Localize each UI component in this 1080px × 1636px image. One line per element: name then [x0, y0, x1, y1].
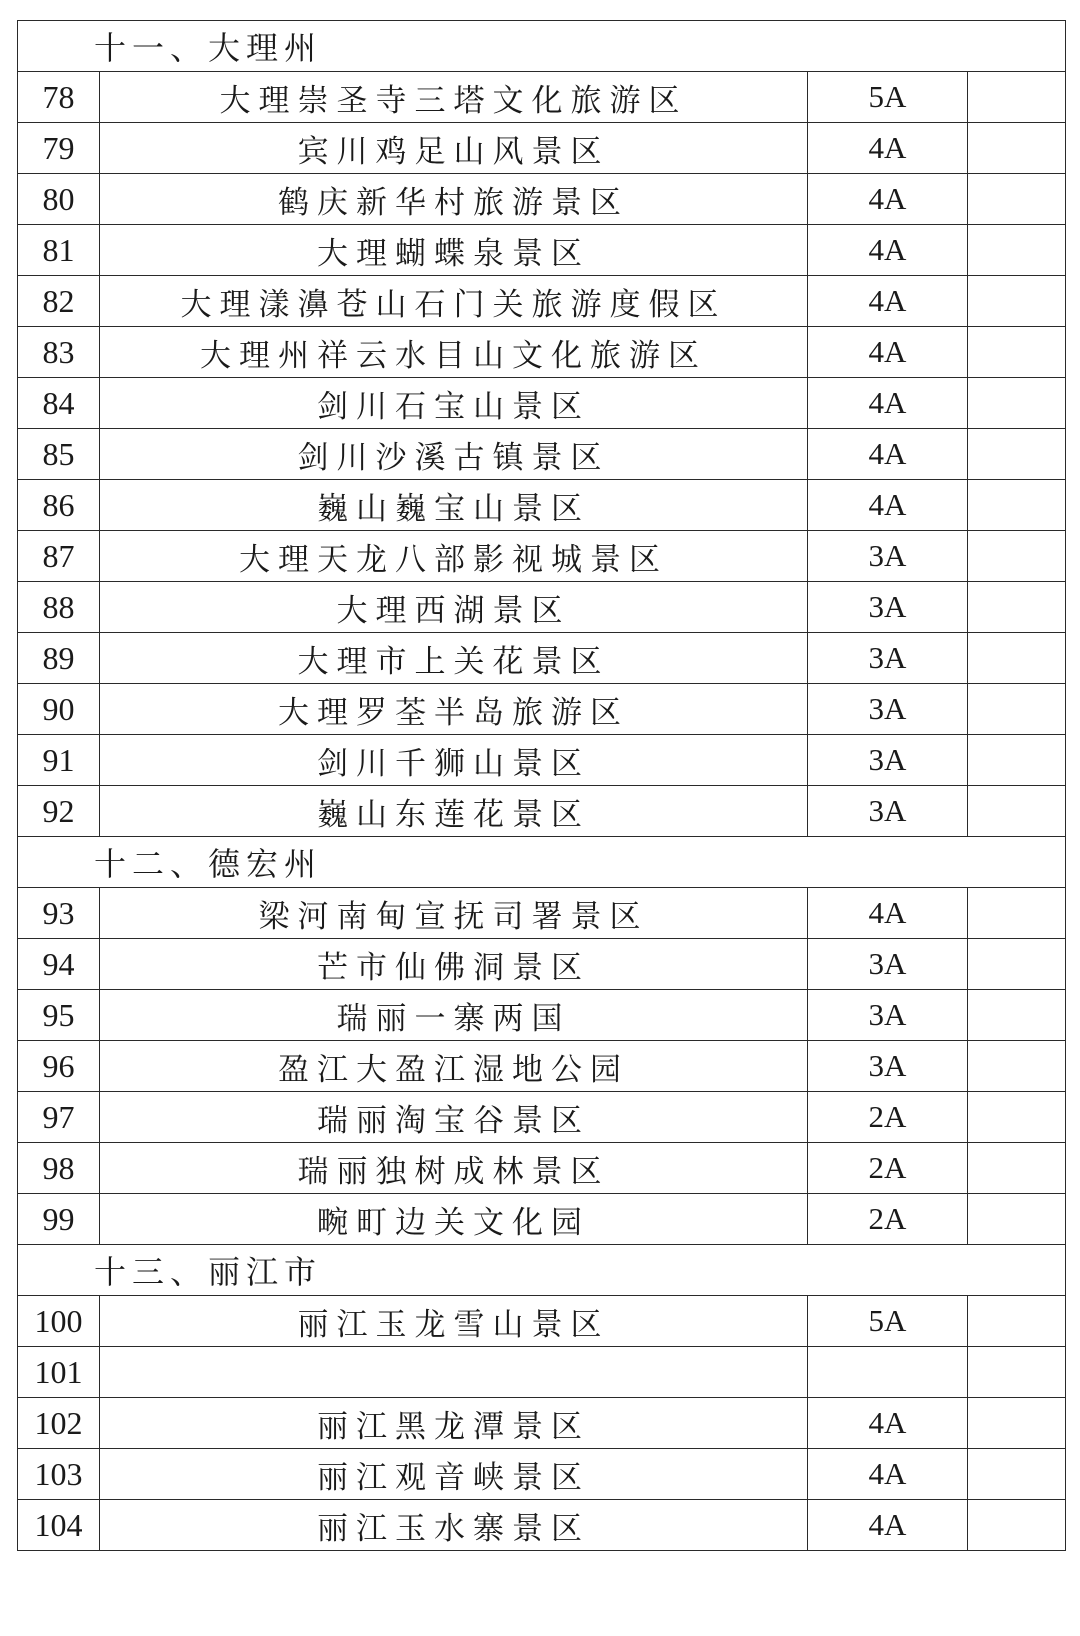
- scenic-name-cell: 大理西湖景区: [100, 582, 808, 633]
- section-title: 十三、丽江市: [18, 1245, 1066, 1296]
- grade-cell: 2A: [808, 1194, 968, 1245]
- row-number-cell: 88: [18, 582, 100, 633]
- grade-cell: 3A: [808, 633, 968, 684]
- grade-cell: 4A: [808, 276, 968, 327]
- scenic-name-cell: 大理漾濞苍山石门关旅游度假区: [100, 276, 808, 327]
- remarks-cell: [968, 429, 1066, 480]
- remarks-cell: [968, 1347, 1066, 1398]
- section-title: 十一、大理州: [18, 21, 1066, 72]
- scenic-name-cell: 剑川沙溪古镇景区: [100, 429, 808, 480]
- remarks-cell: [968, 276, 1066, 327]
- scenic-name-cell: 大理天龙八部影视城景区: [100, 531, 808, 582]
- remarks-cell: [968, 1500, 1066, 1551]
- remarks-cell: [968, 939, 1066, 990]
- remarks-cell: [968, 1296, 1066, 1347]
- scenic-name-cell: 剑川石宝山景区: [100, 378, 808, 429]
- row-number-cell: 101: [18, 1347, 100, 1398]
- scenic-name-cell: 大理罗荃半岛旅游区: [100, 684, 808, 735]
- grade-cell: 4A: [808, 123, 968, 174]
- table-row: [18, 939, 1066, 990]
- table-row: [18, 480, 1066, 531]
- table-row: [18, 225, 1066, 276]
- row-number-cell: 96: [18, 1041, 100, 1092]
- scenic-name-cell: 大理州祥云水目山文化旅游区: [100, 327, 808, 378]
- row-number-cell: 97: [18, 1092, 100, 1143]
- table-row: [18, 990, 1066, 1041]
- scenic-name-cell: 丽江玉水寨景区: [100, 1500, 808, 1551]
- scenic-name-cell: 鹤庆新华村旅游景区: [100, 174, 808, 225]
- row-number-cell: 102: [18, 1398, 100, 1449]
- row-number-cell: 86: [18, 480, 100, 531]
- grade-cell: 4A: [808, 888, 968, 939]
- grade-cell: 4A: [808, 174, 968, 225]
- row-number-cell: 79: [18, 123, 100, 174]
- section-header-row: [18, 21, 1066, 72]
- remarks-cell: [968, 1092, 1066, 1143]
- row-number-cell: 83: [18, 327, 100, 378]
- table-body: [18, 21, 1066, 1551]
- grade-cell: 2A: [808, 1092, 968, 1143]
- remarks-cell: [968, 480, 1066, 531]
- scenic-name-cell: 大理蝴蝶泉景区: [100, 225, 808, 276]
- scenic-name-cell: 大理崇圣寺三塔文化旅游区: [100, 72, 808, 123]
- grade-cell: 4A: [808, 480, 968, 531]
- table-row: [18, 786, 1066, 837]
- grade-cell: 5A: [808, 72, 968, 123]
- grade-cell: 4A: [808, 378, 968, 429]
- table-row: [18, 684, 1066, 735]
- row-number-cell: 104: [18, 1500, 100, 1551]
- remarks-cell: [968, 888, 1066, 939]
- scenic-name-cell: 瑞丽独树成林景区: [100, 1143, 808, 1194]
- scenic-name-cell: 大理市上关花景区: [100, 633, 808, 684]
- remarks-cell: [968, 531, 1066, 582]
- row-number-cell: 93: [18, 888, 100, 939]
- remarks-cell: [968, 174, 1066, 225]
- scenic-name-cell: 梁河南甸宣抚司署景区: [100, 888, 808, 939]
- remarks-cell: [968, 582, 1066, 633]
- remarks-cell: [968, 378, 1066, 429]
- remarks-cell: [968, 735, 1066, 786]
- table-row: [18, 1296, 1066, 1347]
- row-number-cell: 92: [18, 786, 100, 837]
- remarks-cell: [968, 1143, 1066, 1194]
- row-number-cell: 103: [18, 1449, 100, 1500]
- remarks-cell: [968, 1041, 1066, 1092]
- table-row: [18, 633, 1066, 684]
- section-title: 十二、德宏州: [18, 837, 1066, 888]
- remarks-cell: [968, 786, 1066, 837]
- row-number-cell: 78: [18, 72, 100, 123]
- remarks-cell: [968, 327, 1066, 378]
- table-row: [18, 582, 1066, 633]
- table-row: [18, 1143, 1066, 1194]
- row-number-cell: 90: [18, 684, 100, 735]
- row-number-cell: 99: [18, 1194, 100, 1245]
- scenic-name-cell: 剑川千狮山景区: [100, 735, 808, 786]
- scenic-name-cell: 盈江大盈江湿地公园: [100, 1041, 808, 1092]
- scenic-area-table: [17, 20, 1066, 1551]
- remarks-cell: [968, 225, 1066, 276]
- table-row: [18, 1194, 1066, 1245]
- scenic-name-cell: 巍山巍宝山景区: [100, 480, 808, 531]
- grade-cell: 3A: [808, 990, 968, 1041]
- grade-cell: [808, 1347, 968, 1398]
- grade-cell: 3A: [808, 735, 968, 786]
- scenic-name-cell: 瑞丽淘宝谷景区: [100, 1092, 808, 1143]
- section-header-row: [18, 837, 1066, 888]
- table-row: [18, 1347, 1066, 1398]
- table-row: [18, 276, 1066, 327]
- table-row: [18, 531, 1066, 582]
- remarks-cell: [968, 990, 1066, 1041]
- row-number-cell: 89: [18, 633, 100, 684]
- grade-cell: 3A: [808, 786, 968, 837]
- grade-cell: 4A: [808, 429, 968, 480]
- table-row: [18, 888, 1066, 939]
- grade-cell: 4A: [808, 225, 968, 276]
- row-number-cell: 95: [18, 990, 100, 1041]
- remarks-cell: [968, 633, 1066, 684]
- row-number-cell: 85: [18, 429, 100, 480]
- row-number-cell: 80: [18, 174, 100, 225]
- row-number-cell: 91: [18, 735, 100, 786]
- remarks-cell: [968, 1398, 1066, 1449]
- grade-cell: 3A: [808, 582, 968, 633]
- table-row: [18, 123, 1066, 174]
- grade-cell: 4A: [808, 1449, 968, 1500]
- table-row: [18, 1092, 1066, 1143]
- table-row: [18, 1500, 1066, 1551]
- table-row: [18, 735, 1066, 786]
- table-row: [18, 72, 1066, 123]
- scenic-name-cell: [100, 1347, 808, 1398]
- grade-cell: 4A: [808, 327, 968, 378]
- scenic-name-cell: 巍山东莲花景区: [100, 786, 808, 837]
- grade-cell: 2A: [808, 1143, 968, 1194]
- grade-cell: 3A: [808, 939, 968, 990]
- grade-cell: 3A: [808, 531, 968, 582]
- table-row: [18, 327, 1066, 378]
- scenic-name-cell: 宾川鸡足山风景区: [100, 123, 808, 174]
- scenic-name-cell: 瑞丽一寨两国: [100, 990, 808, 1041]
- row-number-cell: 84: [18, 378, 100, 429]
- scenic-name-cell: 丽江玉龙雪山景区: [100, 1296, 808, 1347]
- scenic-name-cell: 丽江观音峡景区: [100, 1449, 808, 1500]
- scenic-name-cell: 丽江黑龙潭景区: [100, 1398, 808, 1449]
- grade-cell: 3A: [808, 684, 968, 735]
- table-row: [18, 429, 1066, 480]
- row-number-cell: 81: [18, 225, 100, 276]
- scenic-name-cell: 畹町边关文化园: [100, 1194, 808, 1245]
- row-number-cell: 94: [18, 939, 100, 990]
- row-number-cell: 98: [18, 1143, 100, 1194]
- table-row: [18, 1041, 1066, 1092]
- grade-cell: 5A: [808, 1296, 968, 1347]
- section-header-row: [18, 1245, 1066, 1296]
- grade-cell: 3A: [808, 1041, 968, 1092]
- table-row: [18, 1398, 1066, 1449]
- table-row: [18, 1449, 1066, 1500]
- remarks-cell: [968, 123, 1066, 174]
- table-row: [18, 378, 1066, 429]
- table-row: [18, 174, 1066, 225]
- remarks-cell: [968, 72, 1066, 123]
- row-number-cell: 87: [18, 531, 100, 582]
- row-number-cell: 82: [18, 276, 100, 327]
- grade-cell: 4A: [808, 1500, 968, 1551]
- grade-cell: 4A: [808, 1398, 968, 1449]
- row-number-cell: 100: [18, 1296, 100, 1347]
- remarks-cell: [968, 684, 1066, 735]
- scenic-name-cell: 芒市仙佛洞景区: [100, 939, 808, 990]
- remarks-cell: [968, 1194, 1066, 1245]
- remarks-cell: [968, 1449, 1066, 1500]
